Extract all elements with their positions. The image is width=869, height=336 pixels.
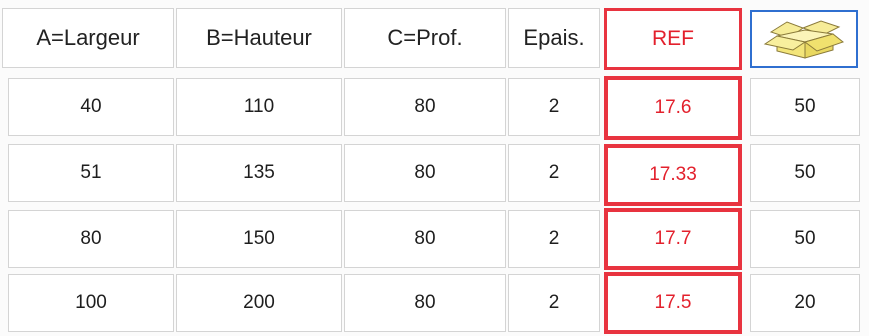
cell-ref: 17.33 (604, 144, 742, 206)
cell-profondeur: 80 (344, 274, 506, 332)
cell-epaisseur: 2 (508, 144, 600, 202)
cell-hauteur: 110 (176, 78, 342, 136)
cell-quantite: 50 (750, 78, 860, 136)
header-epaisseur: Epais. (508, 8, 600, 68)
header-box (750, 10, 858, 68)
header-ref: REF (604, 8, 742, 70)
cell-ref: 17.7 (604, 208, 742, 270)
cell-hauteur: 150 (176, 210, 342, 268)
cell-largeur: 51 (8, 144, 174, 202)
cell-ref: 17.5 (604, 272, 742, 334)
cell-largeur: 40 (8, 78, 174, 136)
cell-epaisseur: 2 (508, 274, 600, 332)
cell-profondeur: 80 (344, 210, 506, 268)
cell-quantite: 50 (750, 144, 860, 202)
cell-quantite: 20 (750, 274, 860, 332)
header-largeur: A=Largeur (2, 8, 174, 68)
cell-quantite: 50 (750, 210, 860, 268)
cell-epaisseur: 2 (508, 78, 600, 136)
cell-profondeur: 80 (344, 144, 506, 202)
cell-epaisseur: 2 (508, 210, 600, 268)
header-hauteur: B=Hauteur (176, 8, 342, 68)
cell-largeur: 100 (8, 274, 174, 332)
header-profondeur: C=Prof. (344, 8, 506, 68)
cell-largeur: 80 (8, 210, 174, 268)
cell-ref: 17.6 (604, 76, 742, 140)
cell-hauteur: 135 (176, 144, 342, 202)
cell-hauteur: 200 (176, 274, 342, 332)
cell-profondeur: 80 (344, 78, 506, 136)
open-cardboard-box-icon (763, 18, 845, 60)
